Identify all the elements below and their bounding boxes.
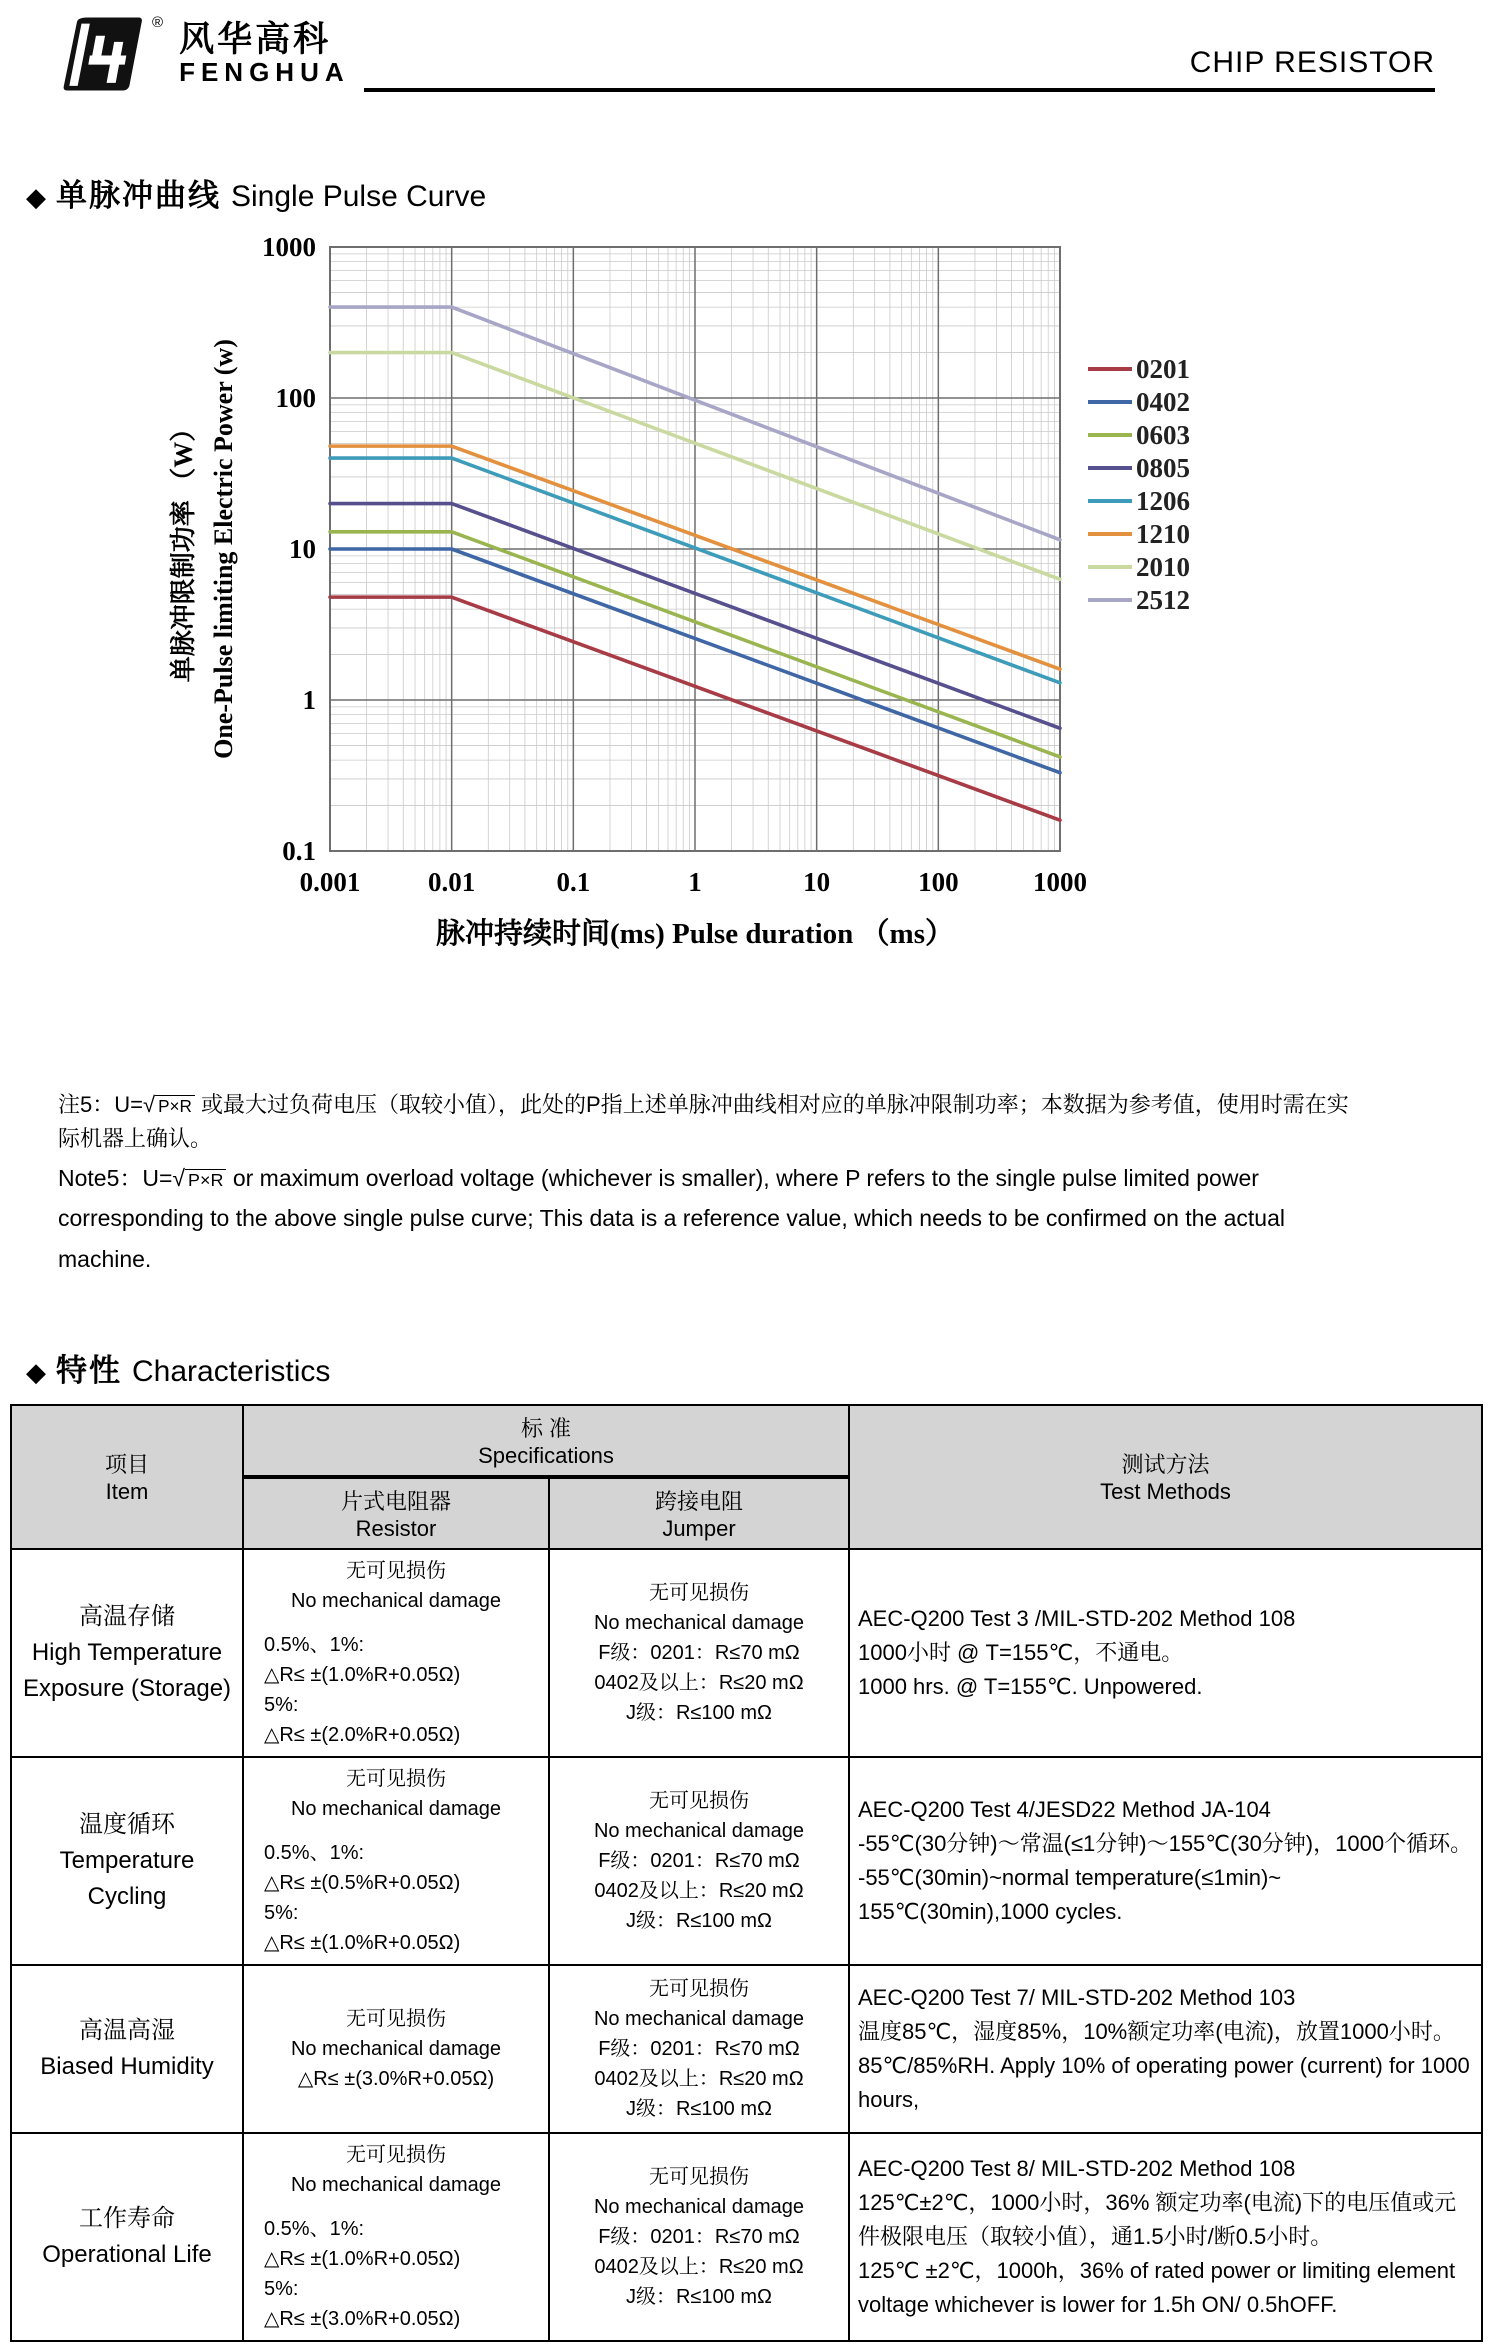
brand-name-cn: 风华高科: [179, 20, 332, 59]
note5-en-text: or maximum overload voltage (whichever is smaller), where P refers to the single pulse limited power corresponding to the above single pulse curve; This data is a reference value, which needs to be confirmed on the actual machine.: [58, 1165, 1285, 1272]
resistor-header-cn: 片式电阻器: [340, 1488, 451, 1514]
section-title-single-pulse-curve: [26, 170, 1491, 215]
test-methods-cell: [849, 1549, 1482, 1757]
item-name-cn: 温度循环: [79, 1810, 175, 1838]
item-cell: [11, 1757, 243, 1965]
spec-header-cn: 标 准: [520, 1415, 572, 1441]
spec-line: △R≤ ±(2.0%R+0.05Ω): [264, 1723, 461, 1746]
spec-line: 0402及以上：R≤20 mΩ: [594, 2067, 804, 2090]
spec-line: No mechanical damage: [290, 2037, 502, 2060]
note5-en: [58, 1158, 1368, 1279]
test-header-cn: 测试方法: [1121, 1452, 1210, 1478]
resistor-spec-cell: [243, 1549, 549, 1757]
spec-line: J级：R≤100 mΩ: [626, 1701, 772, 1724]
x-axis-label: 脉冲持续时间(ms) Pulse duration （ms）: [436, 918, 954, 950]
y-tick-label: 1: [302, 685, 316, 715]
brand-text: [179, 22, 350, 86]
table-row: [11, 2133, 1482, 2341]
spec-line: 无可见损伤: [649, 2165, 749, 2188]
x-tick-label: 1: [688, 867, 702, 897]
spec-line: 0.5%、1%:: [264, 1633, 365, 1656]
fenghua-logo-icon: [56, 16, 148, 92]
spec-line: F级：0201：R≤70 mΩ: [598, 1849, 800, 1872]
spec-line: △R≤ ±(0.5%R+0.05Ω): [264, 1871, 461, 1894]
single-pulse-chart: [140, 229, 1290, 999]
legend-label-2512: 2512: [1136, 585, 1190, 615]
spec-line: 无可见损伤: [346, 2007, 446, 2030]
resistor-spec-cell: [243, 2133, 549, 2341]
item-name-en: High Temperature Exposure (Storage): [22, 1638, 232, 1702]
note5-cn-text: 或最大过负荷电压（取较小值），此处的P指上述单脉冲曲线相对应的单脉冲限制功率；本数据为参考值，使用时需在实际机器上确认。: [58, 1092, 1349, 1152]
spec-line: F级：0201：R≤70 mΩ: [598, 2225, 800, 2248]
spec-line: No mechanical damage: [593, 2195, 805, 2218]
spec-line: 5%:: [264, 1693, 299, 1716]
col-header-resistor: [243, 1477, 549, 1549]
sqrt-radicand: P×R: [185, 1169, 226, 1190]
spec-header-en: Specifications: [478, 1442, 614, 1468]
spec-line: 无可见损伤: [346, 1559, 446, 1582]
note5-en-prefix: Note5：U=: [58, 1165, 173, 1192]
item-header-en: Item: [105, 1479, 149, 1505]
y-tick-label: 100: [275, 383, 316, 413]
spec-line: 无可见损伤: [649, 1977, 749, 2000]
x-tick-label: 100: [918, 867, 959, 897]
page-header: [0, 0, 1491, 92]
sqrt-radicand: P×R: [155, 1095, 195, 1116]
legend-label-0402: 0402: [1136, 387, 1190, 417]
spec-line: 5%:: [264, 2277, 299, 2300]
table-row: [11, 1965, 1482, 2133]
x-tick-label: 0.001: [299, 867, 361, 897]
item-name-cn: 高温高湿: [79, 2016, 175, 2044]
item-cell: [11, 1965, 243, 2133]
resistor-header-en: Resistor: [355, 1515, 437, 1541]
x-tick-label: 1000: [1033, 867, 1087, 897]
section2-title-cn: 特性: [56, 1352, 122, 1388]
item-name-en: Temperature Cycling: [59, 1846, 195, 1910]
test-line: -55℃(30min)~normal temperature(≤1min)~ 155℃(30min),1000 cycles.: [858, 1864, 1282, 1925]
header-rule: [364, 46, 1435, 92]
brand-name-en: FENGHUA: [179, 56, 350, 87]
x-tick-label: 0.01: [428, 867, 476, 897]
test-line: 1000小时 @ T=155℃，不通电。: [858, 1639, 1184, 1665]
page-title: CHIP RESISTOR: [1189, 46, 1435, 79]
x-tick-label: 10: [803, 867, 831, 897]
jumper-spec-cell: [549, 1549, 849, 1757]
resistor-spec-left: [252, 2214, 540, 2334]
spec-line: No mechanical damage: [593, 1819, 805, 1842]
spec-line: J级：R≤100 mΩ: [626, 2097, 772, 2120]
test-methods-cell: [849, 1965, 1482, 2133]
test-header-en: Test Methods: [1100, 1479, 1231, 1505]
spec-line: 0.5%、1%:: [264, 2217, 365, 2240]
test-line: 125℃±2℃，1000小时，36% 额定功率(电流)下的电压值或元件极限电压（取较小值），通1.5小时/断0.5小时。: [858, 2189, 1457, 2249]
resistor-spec-cell: [243, 1757, 549, 1965]
note5-cn: [58, 1088, 1368, 1156]
resistor-spec-left: [252, 1838, 540, 1958]
spec-line: J级：R≤100 mΩ: [626, 1909, 772, 1932]
section1-title-en: Single Pulse Curve: [231, 180, 487, 213]
test-line: 温度85℃，湿度85%，10%额定功率(电流)，放置1000小时。: [858, 2018, 1455, 2044]
item-header-cn: 项目: [104, 1452, 149, 1478]
legend-label-2010: 2010: [1136, 552, 1190, 582]
section-title-characteristics: [26, 1345, 1491, 1390]
table-row: [11, 1757, 1482, 1965]
y-tick-label: 1000: [262, 232, 316, 262]
jumper-spec-cell: [549, 1757, 849, 1965]
jumper-header-cn: 跨接电阻: [654, 1488, 743, 1514]
resistor-spec-centered: [252, 1556, 540, 1616]
test-line: -55℃(30分钟)～常温(≤1分钟)～155℃(30分钟)，1000个循环。: [858, 1830, 1473, 1856]
legend-label-0805: 0805: [1136, 453, 1190, 483]
item-name-cn: 高温存储: [79, 1602, 175, 1630]
col-header-specifications: [243, 1405, 849, 1477]
diamond-icon: ◆: [26, 1356, 46, 1387]
section1-title-cn: 单脉冲曲线: [56, 178, 221, 213]
spec-line: 无可见损伤: [649, 1789, 749, 1812]
legend-label-0603: 0603: [1136, 420, 1190, 450]
x-tick-label: 0.1: [556, 867, 591, 897]
jumper-spec-cell: [549, 1965, 849, 2133]
test-line: AEC-Q200 Test 7/ MIL-STD-202 Method 103: [858, 1984, 1296, 2010]
sqrt-formula: √ P×R: [172, 1165, 226, 1191]
test-line: 85℃/85%RH. Apply 10% of operating power (current) for 1000 hours,: [858, 2052, 1470, 2113]
test-line: AEC-Q200 Test 4/JESD22 Method JA-104: [858, 1796, 1271, 1822]
test-methods-cell: [849, 1757, 1482, 1965]
spec-line: F级：0201：R≤70 mΩ: [598, 2037, 800, 2060]
test-line: 1000 hrs. @ T=155℃. Unpowered.: [858, 1673, 1203, 1699]
spec-line: 无可见损伤: [649, 1581, 749, 1604]
item-name-en: Operational Life: [42, 2240, 212, 2268]
item-cell: [11, 1549, 243, 1757]
spec-line: △R≤ ±(1.0%R+0.05Ω): [264, 1931, 461, 1954]
y-tick-label: 10: [289, 534, 316, 564]
registered-mark: ®: [152, 14, 164, 31]
note5-cn-prefix: 注5：U=: [58, 1092, 143, 1117]
col-header-item: [11, 1405, 243, 1549]
legend-label-1210: 1210: [1136, 519, 1190, 549]
spec-line: 无可见损伤: [346, 2143, 446, 2166]
test-methods-cell: [849, 2133, 1482, 2341]
spec-line: No mechanical damage: [290, 1589, 502, 1612]
sqrt-formula: √ P×R: [143, 1092, 195, 1117]
test-line: AEC-Q200 Test 3 /MIL-STD-202 Method 108: [858, 1605, 1296, 1631]
spec-line: △R≤ ±(1.0%R+0.05Ω): [264, 2247, 461, 2270]
spec-line: 0402及以上：R≤20 mΩ: [594, 2255, 804, 2278]
resistor-spec-cell: [243, 1965, 549, 2133]
item-cell: [11, 2133, 243, 2341]
spec-line: 0.5%、1%:: [264, 1841, 365, 1864]
notes-block: [58, 1088, 1368, 1279]
spec-line: No mechanical damage: [593, 2007, 805, 2030]
col-header-jumper: [549, 1477, 849, 1549]
y-tick-label: 0.1: [282, 836, 316, 866]
resistor-spec-centered: [252, 1764, 540, 1824]
spec-line: 0402及以上：R≤20 mΩ: [594, 1671, 804, 1694]
section2-title-en: Characteristics: [132, 1354, 331, 1388]
spec-line: No mechanical damage: [290, 1797, 502, 1820]
single-pulse-chart-wrap: [140, 229, 1491, 1004]
spec-line: △R≤ ±(3.0%R+0.05Ω): [264, 2307, 461, 2330]
spec-line: J级：R≤100 mΩ: [626, 2285, 772, 2308]
spec-line: 无可见损伤: [346, 1767, 446, 1790]
test-line: 125℃ ±2℃，1000h，36% of rated power or limiting element voltage whichever is lower for 1.5h ON/ 0.5hOFF.: [858, 2257, 1456, 2318]
resistor-spec-left: [252, 1630, 540, 1750]
item-name-en: Biased Humidity: [40, 2052, 214, 2080]
spec-line: F级：0201：R≤70 mΩ: [598, 1641, 800, 1664]
resistor-spec-centered: [252, 2004, 540, 2094]
spec-line: △R≤ ±(1.0%R+0.05Ω): [264, 1663, 461, 1686]
legend-label-0201: 0201: [1136, 354, 1190, 384]
resistor-spec-centered: [252, 2140, 540, 2200]
y-axis-label-cn: 单脉冲限制功率 （W）: [169, 415, 198, 683]
spec-line: No mechanical damage: [593, 1611, 805, 1634]
jumper-header-en: Jumper: [662, 1515, 736, 1541]
spec-line: No mechanical damage: [290, 2173, 502, 2196]
table-row: [11, 1549, 1482, 1757]
spec-line: 0402及以上：R≤20 mΩ: [594, 1879, 804, 1902]
legend-label-1206: 1206: [1136, 486, 1190, 516]
jumper-spec-cell: [549, 2133, 849, 2341]
y-axis-label-en: One-Pulse limiting Electric Power (w): [209, 339, 238, 759]
spec-line: 5%:: [264, 1901, 299, 1924]
col-header-test-methods: [849, 1405, 1482, 1549]
characteristics-table: [10, 1404, 1483, 2342]
spec-line: △R≤ ±(3.0%R+0.05Ω): [297, 2067, 495, 2090]
diamond-icon: ◆: [26, 182, 46, 212]
fenghua-logo: [56, 16, 350, 92]
item-name-cn: 工作寿命: [79, 2204, 175, 2232]
test-line: AEC-Q200 Test 8/ MIL-STD-202 Method 108: [858, 2155, 1296, 2181]
